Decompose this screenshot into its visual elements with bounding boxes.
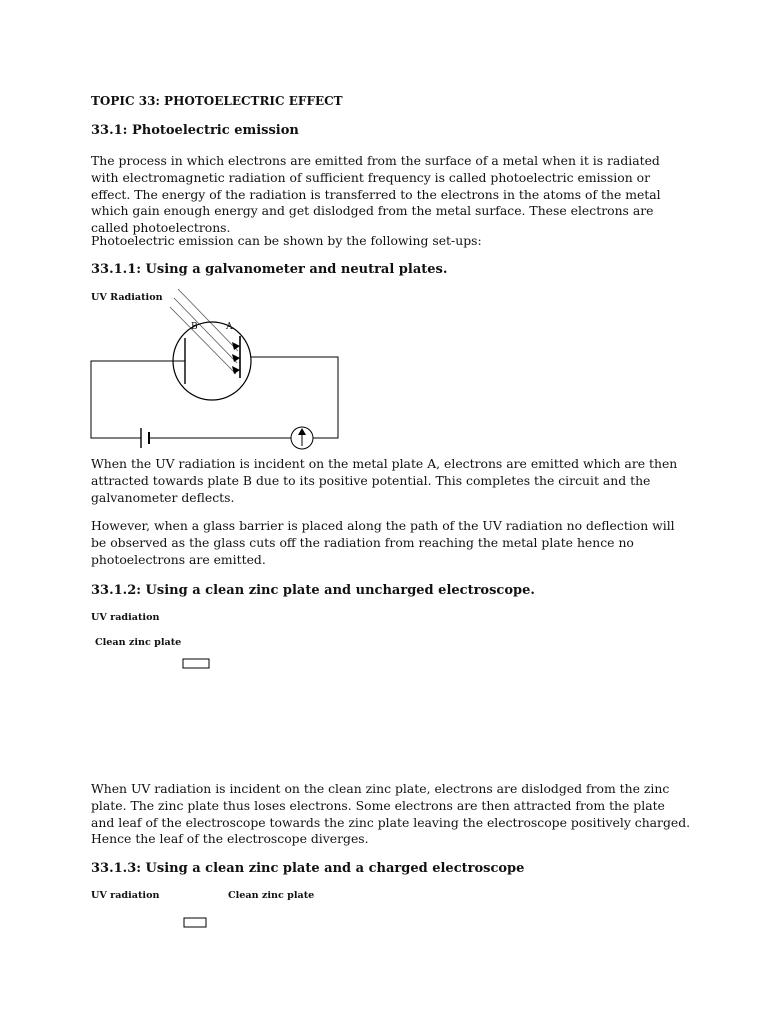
circuit-wires [91,357,338,438]
uv-radiation-label: UV Radiation [91,292,163,303]
uv-radiation-label-3: UV radiation [91,890,160,901]
paragraph-glass-barrier: However, when a glass barrier is placed along the path of the UV radiation no deflection will be observed as the glass cuts off the radiation from reaching the metal plate hence no photoelectrons are emitted. [91,518,675,567]
clean-zinc-plate-label-3: Clean zinc plate [228,890,315,901]
plate-a-label: A [226,322,233,332]
paragraph-photoelectric-definition: The process in which electrons are emitted from the surface of a metal when it is radiated with electromagnetic radiation of sufficient frequency is called photoelectric emission or effect. The energy of the radiation is transferred to the electrons in the atoms of the metal which gain enough energy and get dislodged from the metal surface. These electrons are called photoelectrons. [91,153,661,236]
page-title: TOPIC 33: PHOTOELECTRIC EFFECT [91,94,343,108]
battery-cell [141,428,149,448]
plate-b-label: B [191,322,198,332]
section-heading-33-1: 33.1: Photoelectric emission [91,123,299,138]
section-heading-33-1-1: 33.1.1: Using a galvanometer and neutral plates. [91,262,448,277]
paragraph-setups-intro: Photoelectric emission can be shown by the following set-ups: [91,233,482,248]
uv-radiation-label-2: UV radiation [91,612,160,623]
section-heading-33-1-2: 33.1.2: Using a clean zinc plate and uncharged electroscope. [91,583,535,598]
ray-arrowheads [232,342,240,374]
section-heading-33-1-3: 33.1.3: Using a clean zinc plate and a charged electroscope [91,861,525,876]
paragraph-galvanometer-explanation: When the UV radiation is incident on the metal plate A, electrons are emitted which are then attracted towards plate B due to its positive potential. This completes the circuit and the galvanometer deflects. [91,456,678,505]
paragraph-uncharged-electroscope: When UV radiation is incident on the clean zinc plate, electrons are dislodged from the zinc plate. The zinc plate thus loses electrons. Some electrons are then attracted from the plate and leaf of the electroscope towards the zinc plate leaving the electroscope positively charged. Hence the leaf of the electroscope diverges. [91,781,691,847]
galvanometer-symbol [291,427,313,449]
clean-zinc-plate-label-2: Clean zinc plate [95,637,182,648]
zinc-plate-shape-2 [183,659,209,668]
zinc-plate-shape-3 [184,918,206,927]
